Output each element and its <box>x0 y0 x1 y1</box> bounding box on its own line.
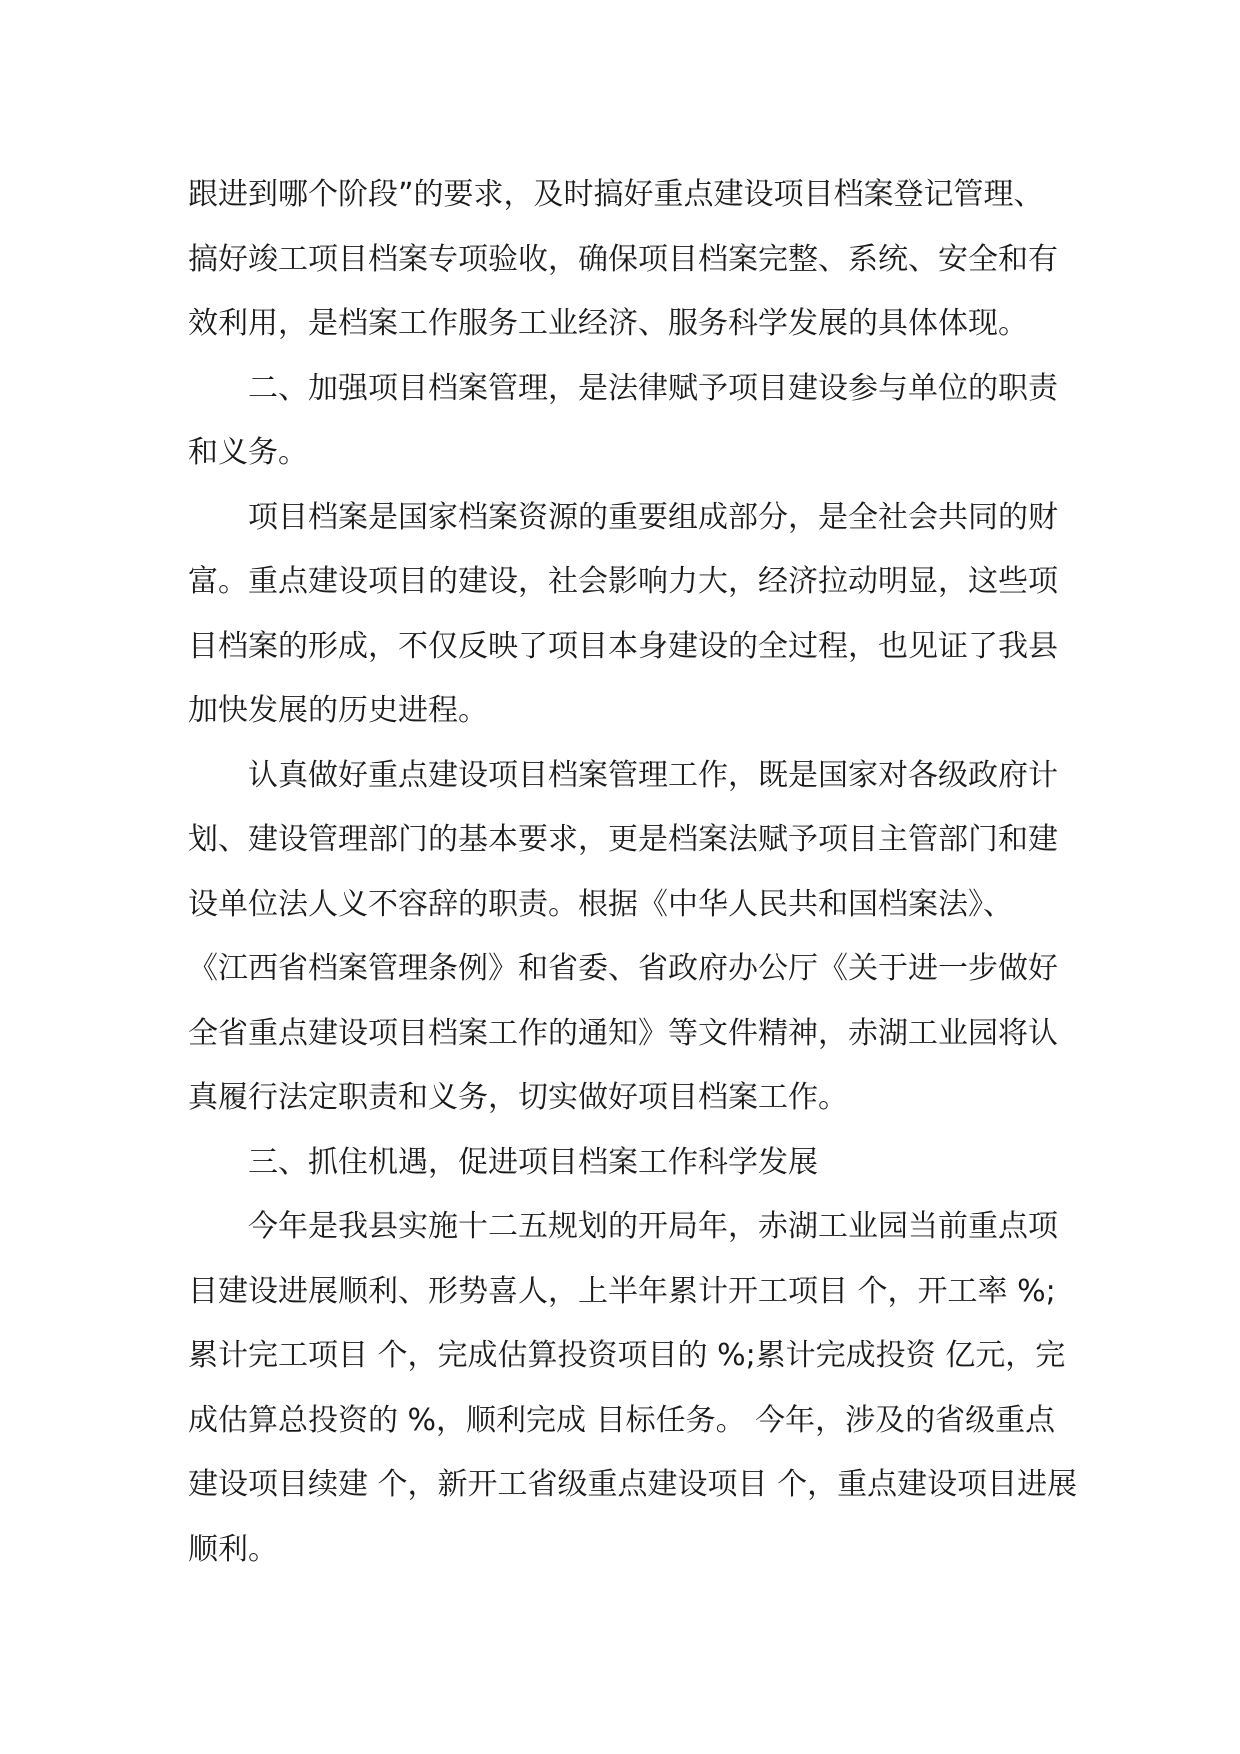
text-line: 顺利。 <box>188 1531 278 1567</box>
text-line: 富。重点建设项目的建设，社会影响力大，经济拉动明显，这些项 <box>188 564 1058 599</box>
text-line: 和义务。 <box>188 435 308 470</box>
text-line: 划、建设管理部门的基本要求，更是档案法赋予项目主管部门和建 <box>188 822 1058 857</box>
text-line: 成估算总投资的 %，顺利完成 目标任务。 今年，涉及的省级重点 <box>188 1402 1056 1438</box>
text-line: 项目档案是国家档案资源的重要组成部分，是全社会共同的财 <box>248 499 1058 535</box>
text-line: 全省重点建设项目档案工作的通知》等文件精神，赤湖工业园将认 <box>188 1015 1058 1051</box>
text-line: 跟进到哪个阶段”的要求，及时搞好重点建设项目档案登记管理、 <box>188 177 1044 212</box>
text-line: 《江西省档案管理条例》和省委、省政府办公厅《关于进一步做好 <box>188 951 1058 986</box>
text-line: 目档案的形成，不仅反映了项目本身建设的全过程，也见证了我县 <box>188 628 1058 664</box>
text-line: 累计完工项目 个，完成估算投资项目的 %;累计完成投资 亿元，完 <box>188 1338 1066 1373</box>
text-line: 真履行法定职责和义务，切实做好项目档案工作。 <box>188 1080 848 1115</box>
text-line: 加快发展的历史进程。 <box>188 693 488 728</box>
text-line: 认真做好重点建设项目档案管理工作，既是国家对各级政府计 <box>248 757 1058 793</box>
text-line: 目建设进展顺利、形势喜人，上半年累计开工项目 个，开工率 %; <box>188 1273 1056 1309</box>
text-line: 设单位法人义不容辞的职责。根据《中华人民共和国档案法》、 <box>188 886 1013 922</box>
text-line: 建设项目续建 个，新开工省级重点建设项目 个，重点建设项目进展 <box>188 1467 1078 1502</box>
document-body <box>188 163 1078 1582</box>
text-line: 搞好竣工项目档案专项验收，确保项目档案完整、系统、安全和有 <box>188 241 1058 277</box>
text-line: 今年是我县实施十二五规划的开局年，赤湖工业园当前重点项 <box>248 1209 1058 1244</box>
text-line: 效利用，是档案工作服务工业经济、服务科学发展的具体体现。 <box>188 306 1028 341</box>
text-line: 三、抓住机遇，促进项目档案工作科学发展 <box>248 1144 818 1180</box>
text-line: 二、加强项目档案管理，是法律赋予项目建设参与单位的职责 <box>248 370 1058 406</box>
